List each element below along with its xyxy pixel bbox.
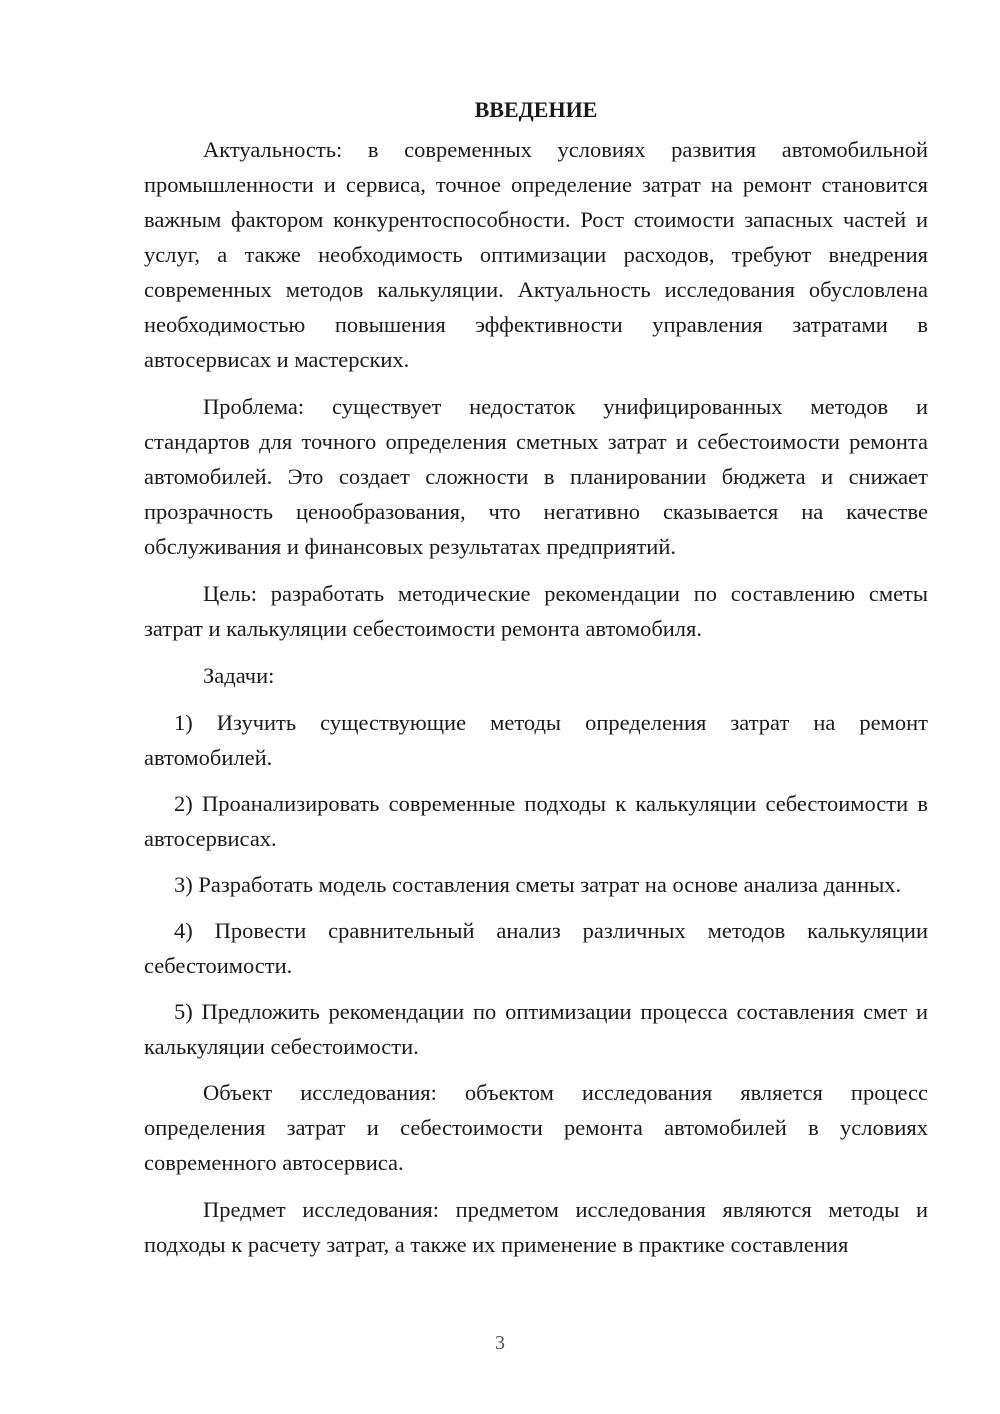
task-item-2: 2) Проанализировать современные подходы к калькуляции себестоимости в автосервисах. [144,791,928,851]
relevance-paragraph: Актуальность: в современных условиях развития автомобильной промышленности и сервиса, точное определение затрат на ремонт становится важным фактором конкурентоспособности. Рост стоимости запасных частей и услуг, а также необходимость оптимизации расходов, требуют внедрения современных методов калькуляции. Актуальность исследования обусловлена необходимостью повышения эффективности управления затратами в автосервисах и мастерских. [144,137,928,372]
object-paragraph: Объект исследования: объектом исследования является процесс определения затрат и себестоимости ремонта автомобилей в условиях современного автосервиса. [144,1080,928,1175]
goal-paragraph: Цель: разработать методические рекомендации по составлению сметы затрат и калькуляции себестоимости ремонта автомобиля. [144,581,928,641]
problem-paragraph: Проблема: существует недостаток унифицированных методов и стандартов для точного определения сметных затрат и себестоимости ремонта автомобилей. Это создает сложности в планировании бюджета и снижает прозрачность ценообразования, что негативно сказывается на качестве обслуживания и финансовых результатах предприятий. [144,394,928,559]
section-title: ВВЕДЕНИЕ [474,97,598,122]
page-number: 3 [495,1332,505,1354]
document-page [144,92,928,1274]
task-item-3: 3) Разработать модель составления сметы затрат на основе анализа данных. [174,872,902,897]
task-item-1: 1) Изучить существующие методы определения затрат на ремонт автомобилей. [144,710,928,770]
task-item-4: 4) Провести сравнительный анализ различных методов калькуляции себестоимости. [144,918,928,978]
task-item-5: 5) Предложить рекомендации по оптимизации процесса составления смет и калькуляции себестоимости. [144,999,928,1059]
tasks-heading: Задачи: [203,663,275,688]
subject-paragraph: Предмет исследования: предметом исследования являются методы и подходы к расчету затрат, а также их применение в практике составления [144,1197,928,1257]
